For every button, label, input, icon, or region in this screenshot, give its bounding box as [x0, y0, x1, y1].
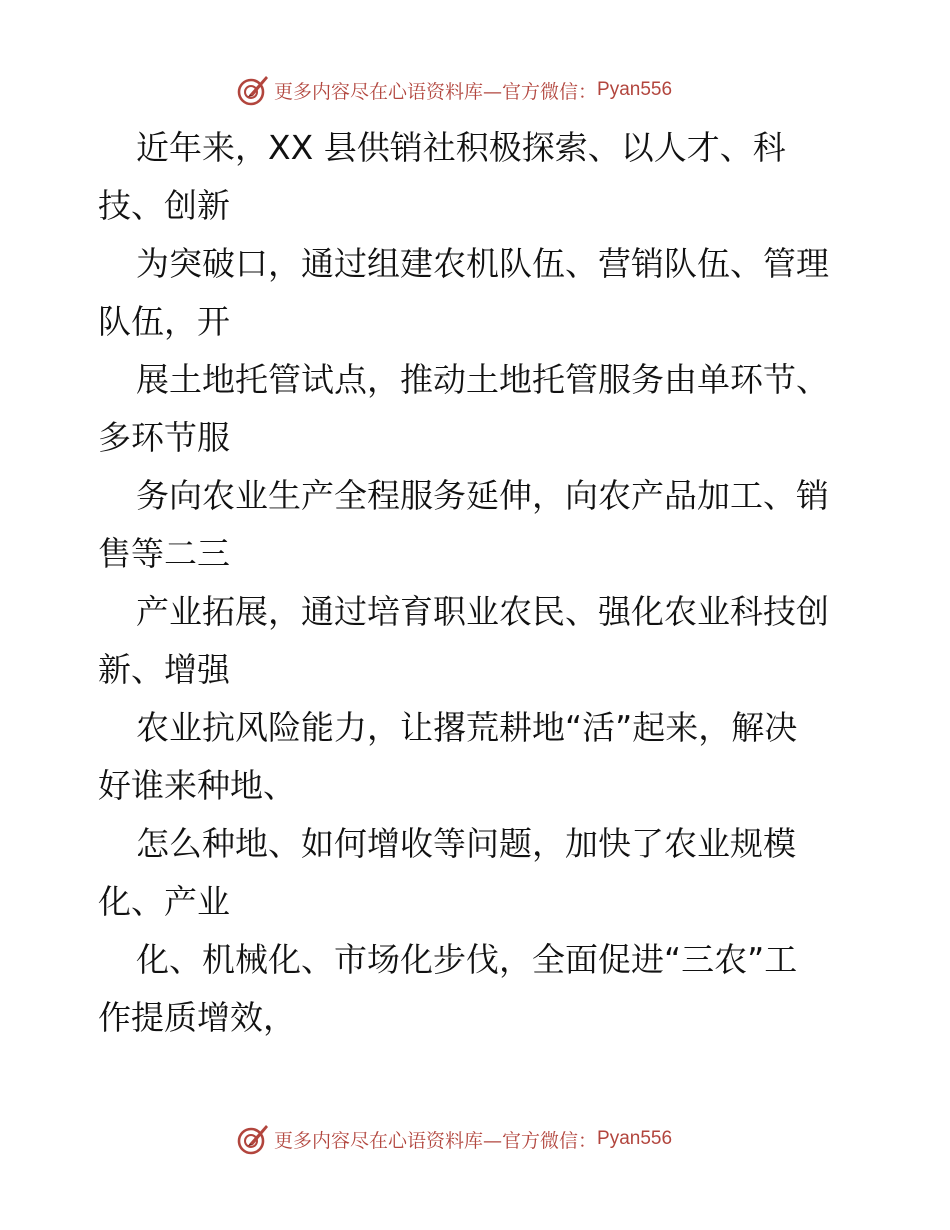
paragraph-line: 作提质增效， [98, 998, 296, 1037]
paragraph-line: 技、创新 [98, 186, 230, 225]
header-banner-text: 更多内容尽在心语资料库—官方微信： [274, 80, 598, 103]
paragraph-line: 务向农业生产全程服务延伸，向农产品加工、销 [136, 476, 829, 515]
footer-banner-text: 更多内容尽在心语资料库—官方微信： [274, 1129, 598, 1152]
paragraph-line: 好谁来种地、 [98, 766, 296, 805]
paragraph-line: 化、机械化、市场化步伐，全面促进“三农”工 [136, 940, 798, 979]
paragraph-line: 近年来，XX 县供销社积极探索、以人才、科 [136, 128, 786, 167]
paragraph-line: 怎么种地、如何增收等问题，加快了农业规模 [136, 824, 796, 863]
footer-banner [236, 1122, 716, 1156]
quill-pen-logo-icon [236, 73, 270, 107]
footer-banner-wechat-id: Pyan556 [597, 1128, 673, 1149]
paragraph-line: 队伍，开 [98, 302, 230, 341]
header-banner-wechat-id: Pyan556 [597, 79, 673, 100]
paragraph-line: 农业抗风险能力，让撂荒耕地“活”起来，解决 [136, 708, 798, 747]
quill-pen-logo-icon [236, 1122, 270, 1156]
paragraph-line: 展土地托管试点，推动土地托管服务由单环节、 [136, 360, 829, 399]
paragraph-line: 售等二三 [98, 534, 230, 573]
header-banner [236, 73, 716, 107]
paragraph-line: 多环节服 [98, 418, 230, 457]
paragraph-line: 化、产业 [98, 882, 230, 921]
paragraph-line: 新、增强 [98, 650, 230, 689]
paragraph-line: 为突破口，通过组建农机队伍、营销队伍、管理 [136, 244, 829, 283]
paragraph-line: 产业拓展，通过培育职业农民、强化农业科技创 [136, 592, 829, 631]
